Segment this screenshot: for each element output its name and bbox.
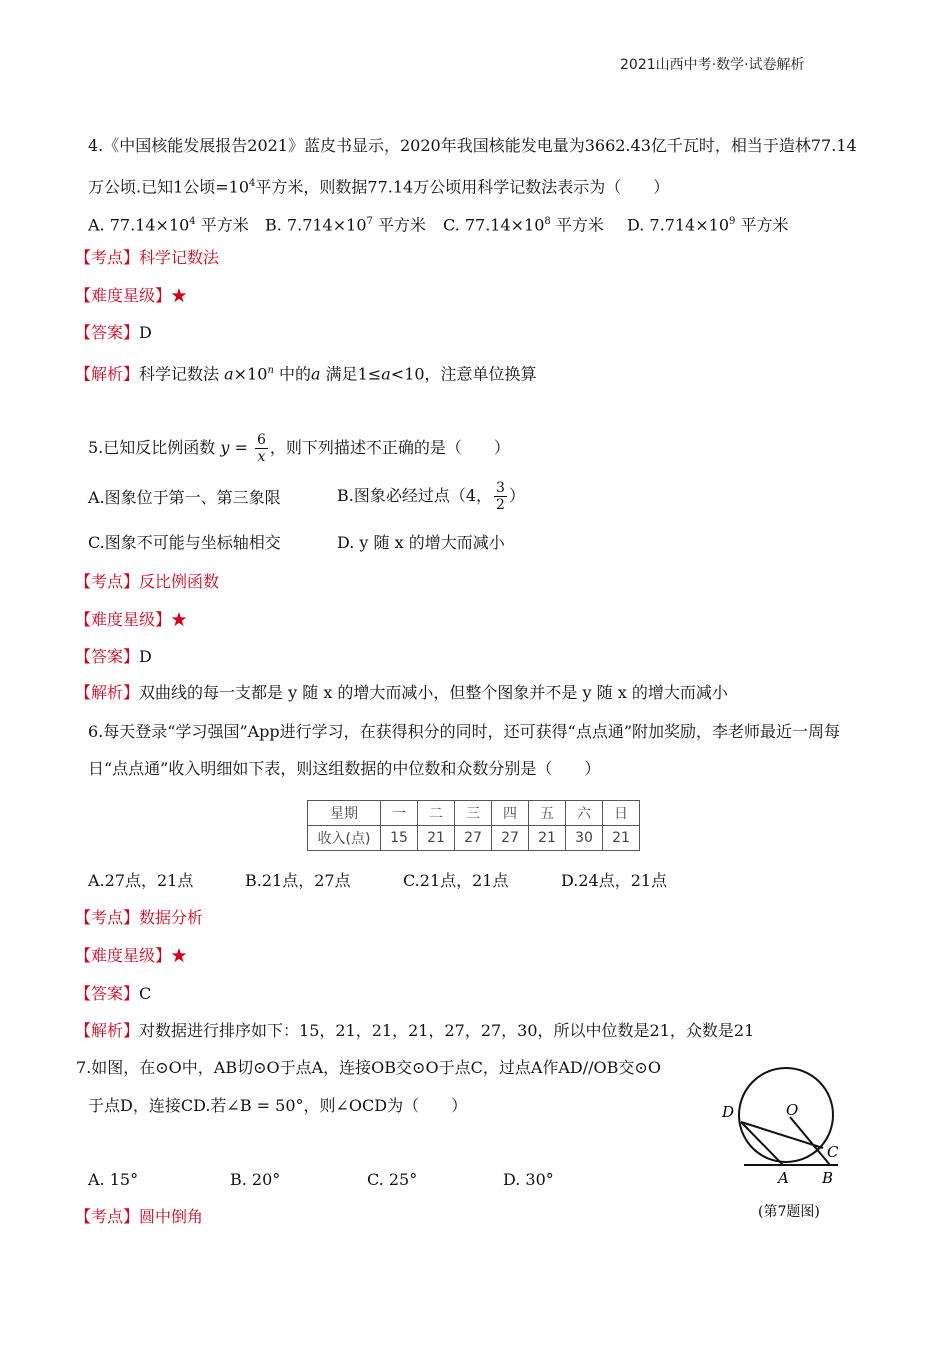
figure-caption: (第7题图) (758, 1204, 820, 1220)
q4-answer: 【答案】D (75, 323, 152, 342)
q7-stem-line2: 于点D，连接CD.若∠B = 50°，则∠OCD为（ ） (88, 1096, 468, 1115)
q5-answer: 【答案】D (75, 647, 152, 666)
q7-option-d: D. 30° (503, 1170, 554, 1189)
q4-option-d: D. $7.714\times 10^9$ 平方米 (627, 215, 789, 235)
q6-explanation: 【解析】对数据进行排序如下：15，21，21，21，27，27，30，所以中位数是21，众数是21 (75, 1021, 755, 1040)
q4-stem-line1: 4.《中国核能发展报告2021》蓝皮书显示，2020年我国核能发电量为3662.43亿千瓦时，相当于造林77.14 (88, 136, 857, 155)
q7-option-b: B. 20° (230, 1170, 281, 1189)
q6-option-b: B.21点，27点 (245, 871, 351, 890)
q5-explanation: 【解析】双曲线的每一支都是 y 随 x 的增大而减小，但整个图象并不是 y 随 x 的增大而减小 (75, 683, 728, 702)
q7-option-c: C. 25° (367, 1170, 418, 1189)
q6-stem-line2: 日“点点通”收入明细如下表，则这组数据的中位数和众数分别是（ ） (88, 759, 601, 778)
q7-geometry-figure (710, 1065, 850, 1225)
q4-kaodian: 【考点】科学记数法 (75, 248, 220, 267)
q5-option-a: A.图象位于第一、第三象限 (88, 488, 281, 507)
table-cell: 三 (455, 801, 492, 826)
q4-explanation: 【解析】科学记数法 $a\times 10^n$ 中的a 满足1≤a<10，注意单位换算 (75, 364, 537, 384)
q5-stem: 5.已知反比例函数 y = $\frac{6}{x}$ ，则下列描述不正确的是（ ） (88, 432, 510, 465)
label-a: A (778, 1169, 789, 1187)
label-c: C (827, 1143, 839, 1161)
table-cell: 五 (529, 801, 566, 826)
q6-option-c: C.21点，21点 (403, 871, 509, 890)
q6-answer: 【答案】C (75, 984, 152, 1003)
q4-option-a: A. $77.14\times 10^4$ 平方米 (88, 215, 249, 235)
table-cell: 二 (418, 801, 455, 826)
table-cell: 六 (566, 801, 603, 826)
table-row (308, 826, 640, 851)
table-cell: 21 (529, 826, 566, 851)
table-cell: 15 (381, 826, 418, 851)
label-d: D (722, 1103, 735, 1121)
table-cell: 21 (603, 826, 640, 851)
q4-difficulty: 【难度星级】★ (75, 286, 188, 305)
q4-option-c: C. $77.14\times 10^8$ 平方米 (443, 215, 604, 235)
q5-option-b: B.图象必经过点（4， $\frac{3}{2}$ ） (337, 480, 525, 513)
page-header: 2021山西中考·数学·试卷解析 (620, 57, 805, 73)
q5-kaodian: 【考点】反比例函数 (75, 572, 220, 591)
q5-fraction: $\frac{6}{x}$ (257, 432, 266, 465)
table-cell: 星期 (308, 801, 381, 826)
q4-option-b: B. $7.714\times 10^7$ 平方米 (265, 215, 426, 235)
table-cell: 一 (381, 801, 418, 826)
q5-option-d: D. y 随 x 的增大而减小 (337, 533, 505, 552)
q7-kaodian: 【考点】圆中倒角 (75, 1207, 204, 1226)
q6-option-d: D.24点，21点 (561, 871, 668, 890)
q4-stem-line2: 万公顷.已知1公顷$=10^4$平方米，则数据77.14万公顷用科学记数法表示为（ ） (88, 177, 670, 197)
q6-difficulty: 【难度星级】★ (75, 946, 188, 965)
q6-option-a: A.27点，21点 (88, 871, 194, 890)
q5-option-c: C.图象不可能与坐标轴相交 (88, 533, 281, 552)
label-o: O (786, 1101, 799, 1119)
q6-kaodian: 【考点】数据分析 (75, 908, 204, 927)
q5-difficulty: 【难度星级】★ (75, 610, 188, 629)
table-cell: 21 (418, 826, 455, 851)
table-cell: 四 (492, 801, 529, 826)
q7-stem-line1: 7.如图，在⊙O中，AB切⊙O于点A，连接OB交⊙O于点C，过点A作AD//OB交⊙O (76, 1058, 661, 1077)
q6-income-table (307, 800, 640, 851)
table-cell: 收入(点) (308, 826, 381, 851)
table-cell: 27 (455, 826, 492, 851)
q6-stem-line1: 6.每天登录“学习强国”App进行学习，在获得积分的同时，还可获得“点点通”附加奖励，李老师最近一周每 (88, 722, 841, 741)
table-cell: 30 (566, 826, 603, 851)
label-b: B (822, 1169, 834, 1187)
table-cell: 日 (603, 801, 640, 826)
table-cell: 27 (492, 826, 529, 851)
q7-option-a: A. 15° (88, 1170, 139, 1189)
table-row (308, 801, 640, 826)
